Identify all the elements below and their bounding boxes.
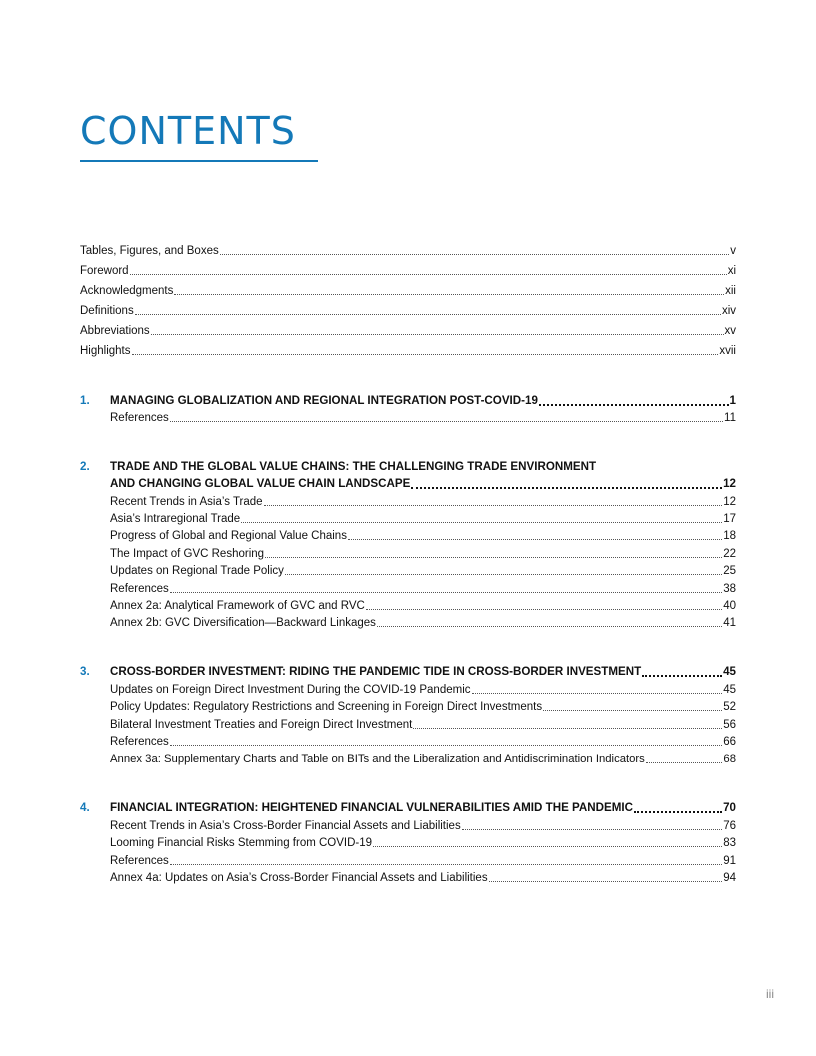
chapter-page: 12 [723,477,736,490]
toc-entry-references[interactable] [110,410,736,426]
chapter-title: CROSS-BORDER INVESTMENT: RIDING THE PANDEMIC TIDE IN CROSS-BORDER INVESTMENT [110,665,642,678]
toc-entry-annex[interactable] [110,870,736,886]
toc-entry-section[interactable] [110,511,736,527]
dot-leader [170,744,722,746]
toc-entry-label: Annex 2b: GVC Diversification—Backward Linkages [110,617,376,629]
dot-leader [472,692,723,694]
toc-entry-label: Definitions [80,305,134,317]
toc-entry-label: Annex 3a: Supplementary Charts and Table on BITs and the Liberalization and Antidiscrimination Indicators [110,753,645,765]
dot-leader [348,538,722,540]
toc-entry-page: 76 [723,820,736,832]
toc-entry-references[interactable] [110,734,736,750]
toc-entry-annex[interactable] [110,751,736,767]
toc-entry-page: 17 [723,513,736,525]
dot-leader [373,845,722,847]
dot-leader [135,313,721,315]
toc-entry-annex[interactable] [110,615,736,631]
toc-entry-page: xvii [719,345,736,357]
toc-entry-section[interactable] [110,528,736,544]
dot-leader [151,333,724,335]
toc-entry-definitions[interactable] [80,303,736,319]
chapter-number: 2. [80,460,90,473]
dot-leader [130,273,727,275]
dot-leader [413,727,722,729]
toc-entry-foreword[interactable] [80,263,736,279]
toc-entry-page: 38 [723,583,736,595]
toc-entry-annex[interactable] [110,598,736,614]
toc-entry-references[interactable] [110,581,736,597]
toc-entry-label: Acknowledgments [80,285,174,297]
dot-leader [543,709,722,711]
toc-entry-label: Policy Updates: Regulatory Restrictions and Screening in Foreign Direct Investments [110,701,543,713]
chapter-number: 1. [80,394,90,407]
toc-chapter-2[interactable] [110,476,736,492]
toc-entry-page: 18 [723,530,736,542]
toc-chapter-1[interactable] [110,393,736,409]
chapter-title: AND CHANGING GLOBAL VALUE CHAIN LANDSCAPE [110,477,411,490]
dot-leader [241,521,722,523]
toc-entry-page: 52 [723,701,736,713]
chapter-number: 3. [80,665,90,678]
dot-leader [539,403,729,406]
toc-entry-page: 12 [723,496,736,508]
toc-entry-references[interactable] [110,853,736,869]
toc-entry-label: References [110,855,169,867]
toc-entry-label: Foreword [80,265,129,277]
toc-entry-section[interactable] [110,546,736,562]
toc-entry-label: Recent Trends in Asia’s Trade [110,496,263,508]
toc-entry-page: 56 [723,719,736,731]
chapter-page: 1 [729,394,736,407]
chapter-title: FINANCIAL INTEGRATION: HEIGHTENED FINANCIAL VULNERABILITIES AMID THE PANDEMIC [110,801,634,814]
toc-entry-page: xv [724,325,736,337]
toc-entry-page: 68 [723,753,736,765]
toc-entry-label: Highlights [80,345,131,357]
toc-entry-page: 94 [723,872,736,884]
toc-entry-label: Annex 4a: Updates on Asia’s Cross-Border Financial Assets and Liabilities [110,872,488,884]
toc-entry-label: Progress of Global and Regional Value Chains [110,530,347,542]
dot-leader [411,486,722,489]
toc-entry-label: References [110,583,169,595]
toc-entry-label: Recent Trends in Asia’s Cross-Border Financial Assets and Liabilities [110,820,461,832]
dot-leader [285,573,722,575]
toc-entry-acknowledgments[interactable] [80,283,736,299]
toc-entry-page: xiv [721,305,736,317]
toc-entry-label: Bilateral Investment Treaties and Foreign Direct Investment [110,719,413,731]
toc-entry-section[interactable] [110,682,736,698]
toc-entry-label: References [110,412,169,424]
toc-chapter-4[interactable] [110,800,736,816]
dot-leader [132,353,719,355]
toc-entry-section[interactable] [110,717,736,733]
dot-leader [264,504,723,506]
dot-leader [220,253,730,255]
dot-leader [646,761,723,763]
toc-entry-page: 25 [723,565,736,577]
page-title: CONTENTS [80,109,296,153]
toc-entry-tables-figures-boxes[interactable] [80,243,736,259]
toc-entry-section[interactable] [110,835,736,851]
chapter-title: MANAGING GLOBALIZATION AND REGIONAL INTEGRATION POST-COVID-19 [110,394,538,407]
toc-entry-page: 66 [723,736,736,748]
dot-leader [366,608,722,610]
toc-entry-label: References [110,736,169,748]
page-number: iii [766,987,774,1001]
toc-entry-page: 40 [723,600,736,612]
dot-leader [170,591,722,593]
toc-entry-label: Looming Financial Risks Stemming from COVID-19 [110,837,373,849]
dot-leader [489,880,723,882]
chapter-title-line[interactable]: TRADE AND THE GLOBAL VALUE CHAINS: THE CHALLENGING TRADE ENVIRONMENT [110,460,597,473]
dot-leader [642,674,722,677]
toc-entry-section[interactable] [110,563,736,579]
toc-entry-label: Annex 2a: Analytical Framework of GVC and RVC [110,600,365,612]
toc-entry-page: 22 [723,548,736,560]
dot-leader [265,556,722,558]
chapter-number: 4. [80,801,90,814]
toc-entry-page: 45 [723,684,736,696]
dot-leader [174,293,724,295]
chapter-page: 45 [723,665,736,678]
dot-leader [170,420,723,422]
toc-entry-abbreviations[interactable] [80,323,736,339]
toc-entry-page: xi [727,265,736,277]
toc-entry-section[interactable] [110,699,736,715]
toc-entry-label: Updates on Foreign Direct Investment During the COVID-19 Pandemic [110,684,471,696]
toc-entry-label: The Impact of GVC Reshoring [110,548,265,560]
toc-chapter-3[interactable] [110,664,736,680]
toc-entry-label: Asia’s Intraregional Trade [110,513,241,525]
dot-leader [634,810,722,813]
toc-entry-section[interactable] [110,818,736,834]
dot-leader [462,828,722,830]
toc-entry-page: xii [725,285,736,297]
toc-entry-label: Abbreviations [80,325,150,337]
toc-entry-page: 11 [724,412,736,424]
dot-leader [170,863,722,865]
chapter-page: 70 [723,801,736,814]
toc-entry-page: v [730,245,736,257]
toc-entry-highlights[interactable] [80,343,736,359]
dot-leader [377,625,722,627]
toc-entry-label: Updates on Regional Trade Policy [110,565,284,577]
toc-entry-page: 41 [723,617,736,629]
toc-entry-page: 91 [723,855,736,867]
toc-entry-page: 83 [723,837,736,849]
toc-entry-label: Tables, Figures, and Boxes [80,245,219,257]
toc-entry-section[interactable] [110,494,736,510]
title-underline [80,160,318,162]
